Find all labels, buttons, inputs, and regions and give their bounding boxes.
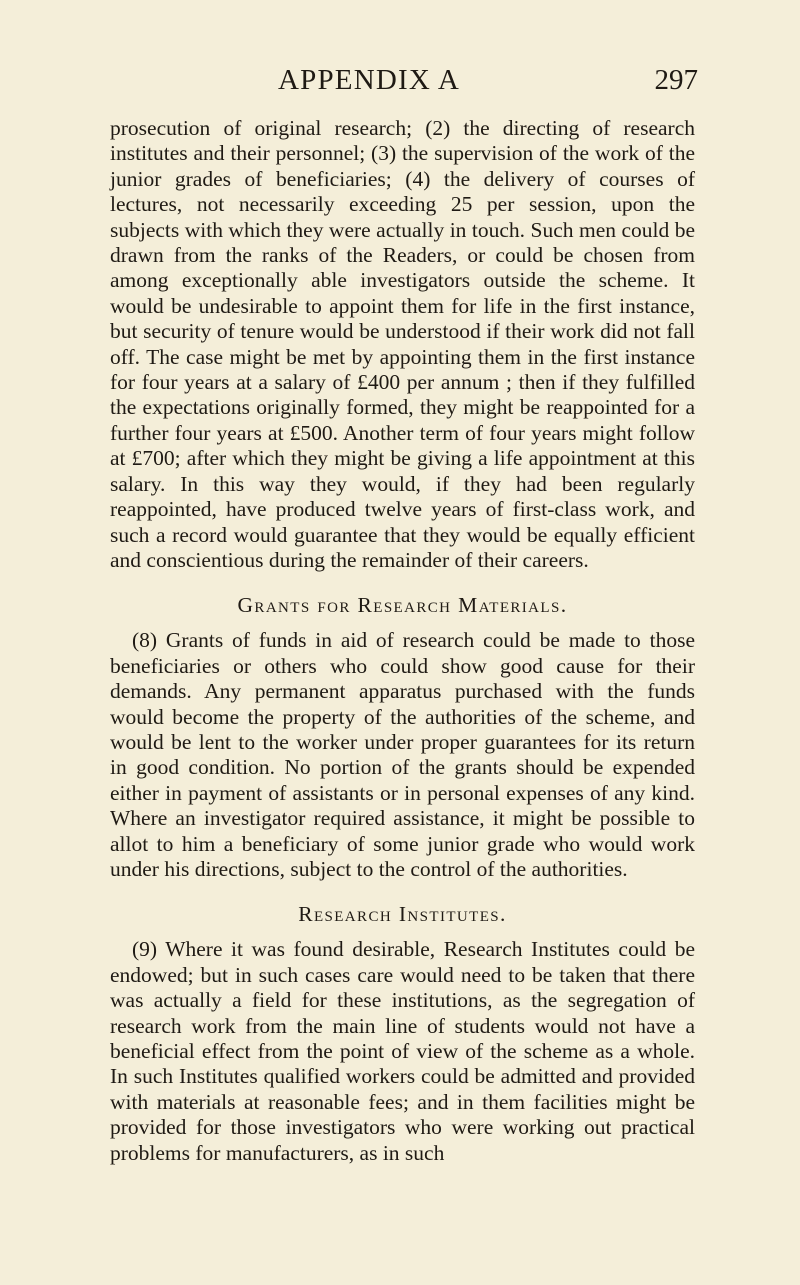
paragraph-institutes: (9) Where it was found desirable, Research Institutes could be endowed; but in such cases care would need to be taken that there was actually a field for these institutions, as the segregation of research work from the main line of students would not have a beneficial effect from the point of view of the scheme as a whole. In such Institutes qualified workers could be admitted and provided with materials at reasonable fees; and in them facilities might be provided for those investigators who were working out practical problems for manufacturers, as in such	[110, 937, 695, 1165]
section-heading-grants: Grants for Research Materials.	[237, 593, 568, 618]
section-heading-institutes: Research Institutes.	[298, 902, 507, 927]
paragraph-grants: (8) Grants of funds in aid of research could be made to those beneficiaries or others who could show good cause for their demands. Any permanent apparatus purchased with the funds would become the property of the authorities of the scheme, and would be lent to the worker under proper guarantees for its return in good condition. No portion of the grants should be expended either in payment of assistants or in personal expenses of any kind. Where an investigator required assistance, it might be possible to allot to him a beneficiary of some junior grade who would work under his directions, subject to the control of the authorities.	[110, 628, 695, 881]
page-number: 297	[654, 64, 698, 96]
body-text	[110, 116, 695, 1166]
paragraph-continuation: prosecution of original research; (2) the directing of research institutes and their personnel; (3) the supervision of the work of the junior grades of beneficiaries; (4) the delivery of courses of lectures, not necessarily exceeding 25 per session, upon the subjects with which they were actually in touch. Such men could be drawn from the ranks of the Readers, or could be chosen from among exceptionally able investigators outside the scheme. It would be undesirable to appoint them for life in the first instance, but security of tenure would be understood if their work did not fall off. The case might be met by appointing them in the first instance for four years at a salary of £400 per annum ; then if they fulfilled the expectations originally formed, they might be reappointed for a further four years at £500. Another term of four years might follow at £700; after which they might be giving a life appointment at this salary. In this way they would, if they had been regularly reappointed, have produced twelve years of first-class work, and such a record would guarantee that they would be equally efficient and conscientious during the remainder of their careers.	[110, 116, 695, 572]
running-head	[0, 62, 800, 102]
running-title: APPENDIX A	[278, 64, 460, 96]
